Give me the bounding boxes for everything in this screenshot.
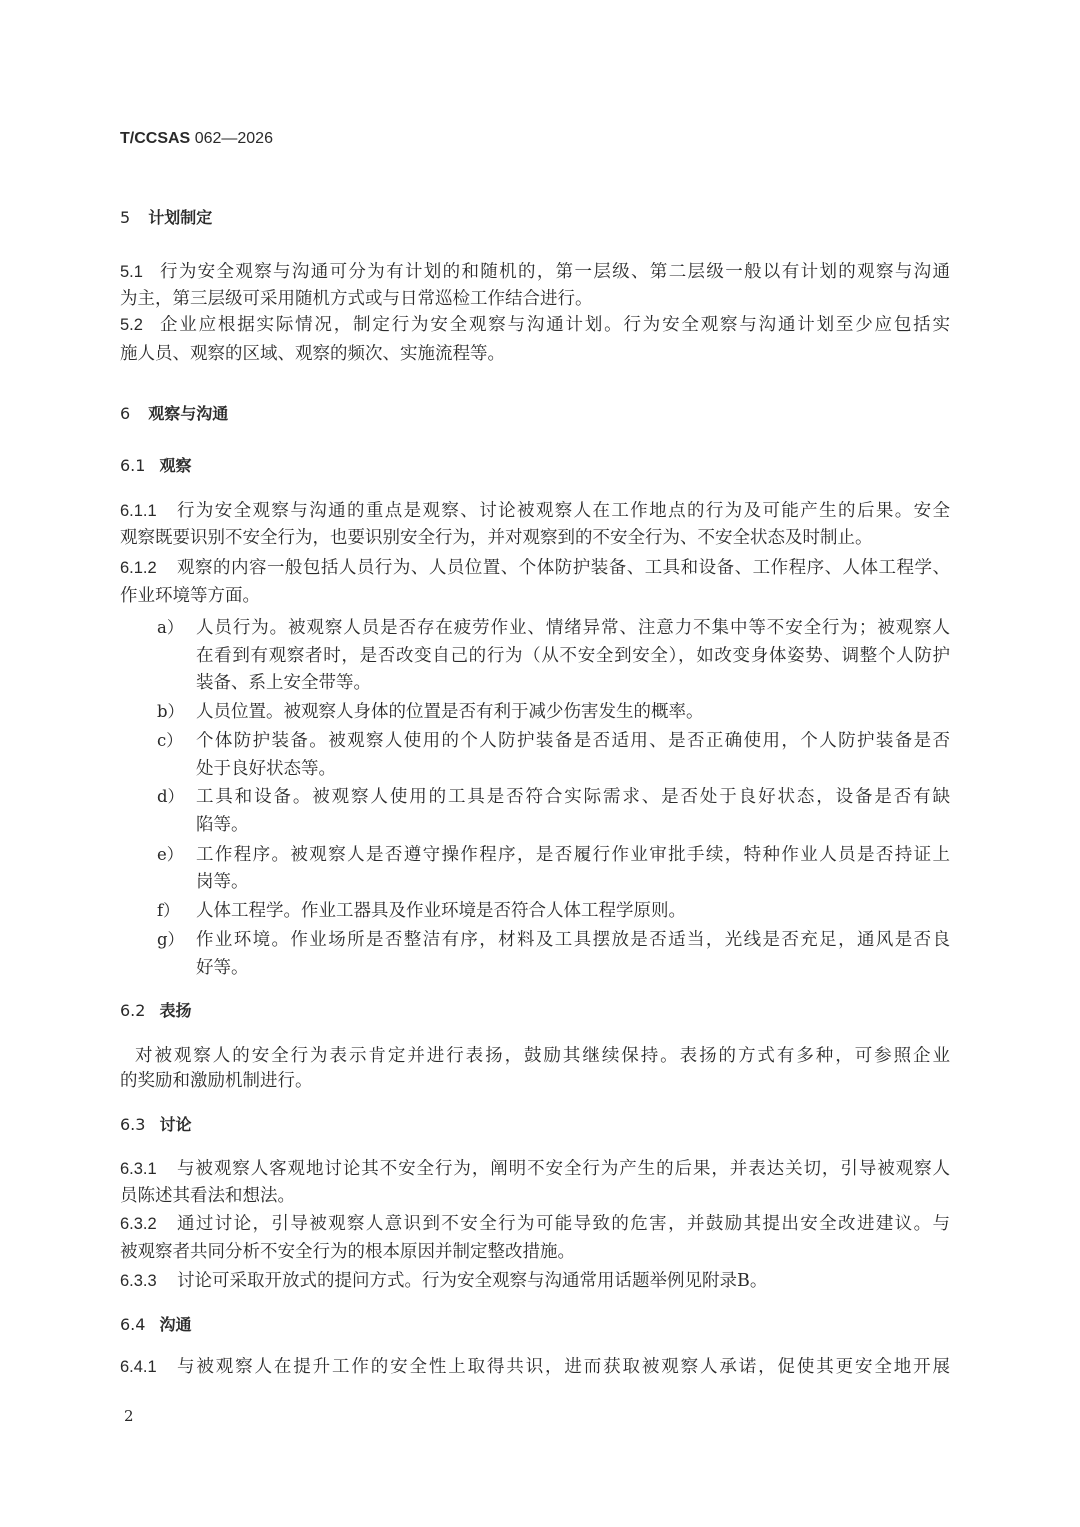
section-number: 5 — [120, 208, 131, 227]
section-number: 6.2 — [120, 1001, 146, 1020]
line-text: 的奖励和激励机制进行。 — [120, 1071, 313, 1091]
line-text: 工具和设备。被观察人使用的工具是否符合实际需求、是否处于良好状态，设备是否有缺 — [196, 787, 950, 807]
clause-number: 5.2 — [120, 316, 143, 334]
line-text: 对被观察人的安全行为表示肯定并进行表扬，鼓励其继续保持。表扬的方式有多种，可参照企业 — [135, 1046, 950, 1066]
section-title: 讨论 — [159, 1115, 192, 1134]
page-number: 2 — [124, 1407, 134, 1425]
line-text: 观察的内容一般包括人员行为、人员位置、个体防护装备、工具和设备、工作程序、人体工程学、 — [177, 558, 950, 578]
list-item-line — [0, 670, 1080, 696]
section-title: 观察与沟通 — [148, 404, 229, 423]
list-item-marker: e） — [157, 845, 184, 864]
section-number: 6.3 — [120, 1115, 146, 1134]
line-text: 施人员、观察的区域、观察的频次、实施流程等。 — [120, 344, 505, 364]
paragraph-line — [0, 1268, 1080, 1294]
section-heading — [120, 401, 228, 427]
standard-code — [120, 126, 273, 152]
list-item-line — [0, 842, 1080, 868]
list-item-line — [0, 898, 1080, 924]
clause-number: 6.3.3 — [120, 1272, 157, 1290]
list-item-line — [0, 927, 1080, 953]
section-title: 观察 — [159, 456, 192, 475]
line-text: 作业环境等方面。 — [120, 586, 260, 606]
clause-number: 6.3.2 — [120, 1215, 157, 1233]
line-text: 人员位置。被观察人身体的位置是否有利于减少伤害发生的概率。 — [196, 702, 704, 722]
list-item-marker: d） — [157, 787, 185, 806]
list-item-line — [0, 615, 1080, 641]
line-text: 处于良好状态等。 — [196, 759, 336, 779]
list-item-line — [0, 643, 1080, 669]
line-text: 行为安全观察与沟通可分为有计划的和随机的，第一层级、第二层级一般以有计划的观察与沟通 — [160, 262, 950, 282]
paragraph-line — [0, 583, 1080, 609]
list-item-line — [0, 699, 1080, 725]
line-text: 装备、系上安全带等。 — [196, 673, 371, 693]
section-heading — [120, 205, 212, 231]
list-item-marker: f） — [157, 901, 180, 920]
line-text: 观察既要识别不安全行为，也要识别安全行为，并对观察到的不安全行为、不安全状态及时制止。 — [120, 528, 873, 548]
line-text: 岗等。 — [196, 872, 249, 892]
section-number: 6.4 — [120, 1315, 146, 1334]
clause-number: 6.1.1 — [120, 502, 157, 520]
paragraph-line — [0, 1239, 1080, 1265]
list-item-line — [0, 728, 1080, 754]
section-number: 6.1 — [120, 456, 146, 475]
list-item-marker: a） — [157, 618, 184, 637]
line-text: 被观察者共同分析不安全行为的根本原因并制定整改措施。 — [120, 1242, 575, 1262]
line-text: 作业环境。作业场所是否整洁有序，材料及工具摆放是否适当，光线是否充足，通风是否良 — [196, 930, 950, 950]
list-item-marker: g） — [157, 930, 185, 949]
line-text: 个体防护装备。被观察人使用的个人防护装备是否适用、是否正确使用，个人防护装备是否 — [196, 731, 950, 751]
paragraph-line — [0, 555, 1080, 581]
paragraph-line — [0, 1211, 1080, 1237]
paragraph-line — [0, 341, 1080, 367]
clause-number: 6.1.2 — [120, 559, 157, 577]
list-item-line — [0, 756, 1080, 782]
list-item-line — [0, 869, 1080, 895]
list-item-marker: b） — [157, 702, 185, 721]
list-item-marker: c） — [157, 731, 183, 750]
section-title: 计划制定 — [148, 208, 213, 227]
standard-number: 062—2026 — [194, 130, 273, 147]
clause-number: 5.1 — [120, 263, 143, 281]
paragraph-line — [0, 1183, 1080, 1209]
line-text: 讨论可采取开放式的提问方式。行为安全观察与沟通常用话题举例见附录B。 — [177, 1271, 768, 1291]
line-text: 行为安全观察与沟通的重点是观察、讨论被观察人在工作地点的行为及可能产生的后果。安全 — [177, 501, 950, 521]
line-text: 在看到有观察者时，是否改变自己的行为（从不安全到安全），如改变身体姿势、调整个人防护 — [196, 646, 950, 666]
section-heading — [120, 1112, 191, 1138]
list-item-line — [0, 784, 1080, 810]
standard-prefix: T/CCSAS — [120, 130, 191, 147]
paragraph-line — [0, 1156, 1080, 1182]
line-text: 与被观察人客观地讨论其不安全行为，阐明不安全行为产生的后果，并表达关切，引导被观察人 — [177, 1159, 950, 1179]
paragraph-line — [0, 286, 1080, 312]
list-item-line — [0, 955, 1080, 981]
section-title: 沟通 — [159, 1315, 192, 1334]
line-text: 企业应根据实际情况，制定行为安全观察与沟通计划。行为安全观察与沟通计划至少应包括实 — [160, 315, 950, 335]
list-item-line — [0, 812, 1080, 838]
section-heading — [120, 1312, 191, 1338]
paragraph-line — [0, 525, 1080, 551]
section-number: 6 — [120, 404, 131, 423]
line-text: 员陈述其看法和想法。 — [120, 1186, 295, 1206]
paragraph-line — [0, 312, 1080, 338]
line-text: 通过讨论，引导被观察人意识到不安全行为可能导致的危害，并鼓励其提出安全改进建议。与 — [177, 1214, 950, 1234]
line-text: 与被观察人在提升工作的安全性上取得共识，进而获取被观察人承诺，促使其更安全地开展 — [177, 1357, 950, 1377]
clause-number: 6.4.1 — [120, 1358, 157, 1376]
line-text: 陷等。 — [196, 815, 249, 835]
line-text: 人体工程学。作业工器具及作业环境是否符合人体工程学原则。 — [196, 901, 686, 921]
paragraph-line — [0, 498, 1080, 524]
line-text: 工作程序。被观察人是否遵守操作程序，是否履行作业审批手续，特种作业人员是否持证上 — [196, 845, 950, 865]
line-text: 为主，第三层级可采用随机方式或与日常巡检工作结合进行。 — [120, 289, 593, 309]
clause-number: 6.3.1 — [120, 1160, 157, 1178]
paragraph-line — [0, 259, 1080, 285]
paragraph-line — [0, 1043, 1080, 1069]
paragraph-line — [0, 1068, 1080, 1094]
section-heading — [120, 998, 191, 1024]
paragraph-line — [0, 1354, 1080, 1380]
section-title: 表扬 — [159, 1001, 192, 1020]
line-text: 好等。 — [196, 958, 249, 978]
line-text: 人员行为。被观察人员是否存在疲劳作业、情绪异常、注意力不集中等不安全行为；被观察人 — [196, 618, 950, 638]
section-heading — [120, 453, 191, 479]
